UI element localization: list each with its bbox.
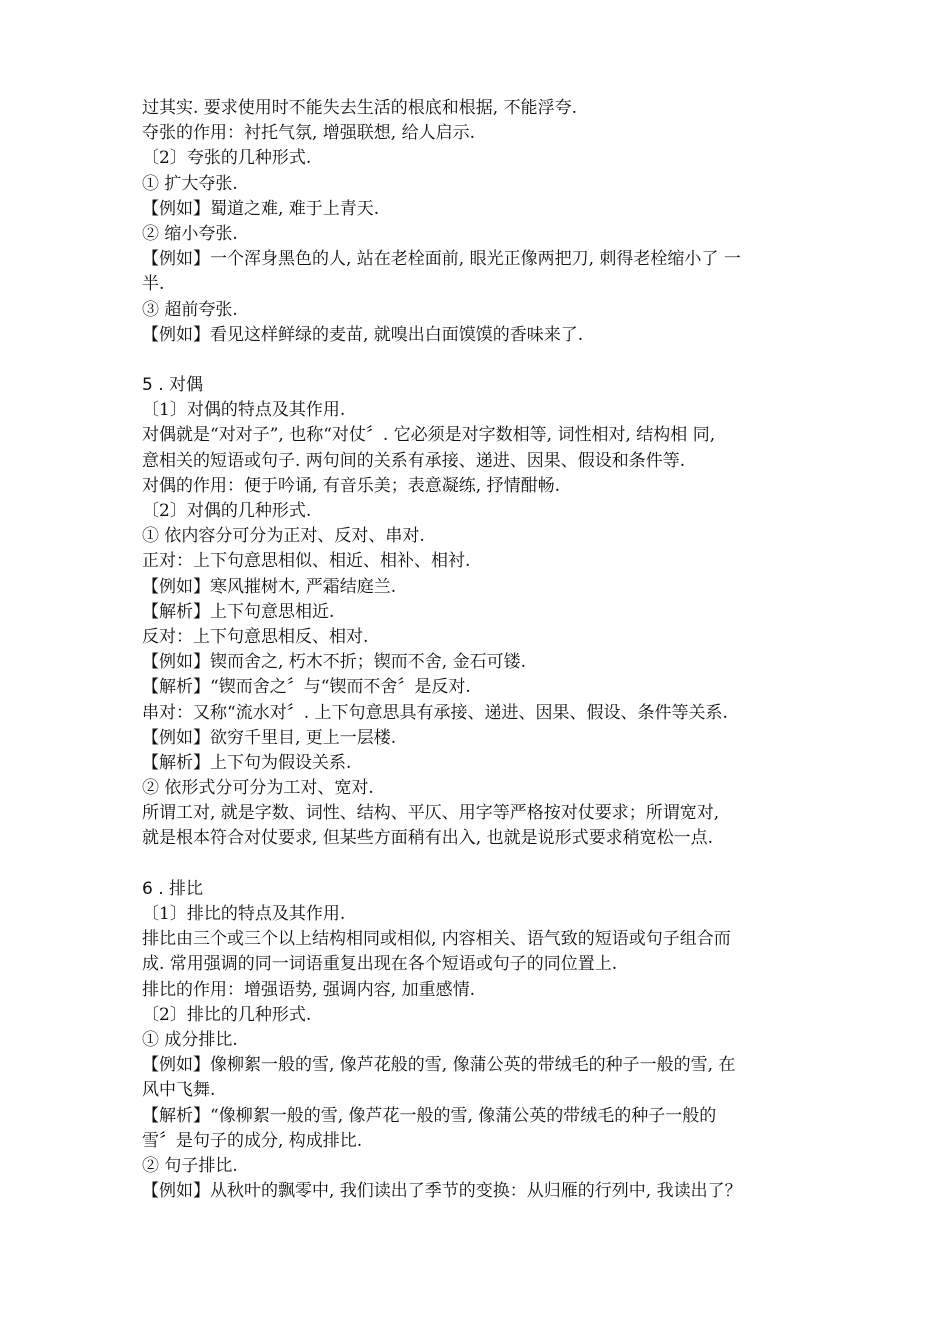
text-line: ① 成分排比. [142, 1029, 238, 1050]
document-page [142, 96, 822, 1204]
text-line: 【解析】上下句为假设关系. [142, 752, 352, 773]
text-line: 意相关的短语或句子. 两句间的关系有承接、递进、因果、假设和条件等. [142, 450, 686, 471]
text-line: 过其实. 要求使用时不能失去生活的根底和根据, 不能浮夸. [142, 98, 578, 118]
text-line: ① 扩大夺张. [142, 173, 238, 194]
text-line: 【例如】蜀道之难, 难于上青天. [142, 198, 380, 219]
text-line: 反对：上下句意思相反、相对. [142, 626, 369, 647]
text-line: ② 依形式分可分为工对、宽对. [142, 778, 374, 799]
text-line: ② 句子排比. [142, 1155, 238, 1176]
text-line: 串对：又称“流水对〞. 上下句意思具有承接、递进、因果、假设、条件等关系. [142, 702, 728, 723]
text-line: 排比由三个或三个以上结构相同或相似, 内容相关、语气致的短语或句子组合而 [142, 929, 731, 950]
text-line: 【解析】“锲而舍之〞与“锲而不舍〞是反对. [142, 677, 471, 698]
section-heading-antithesis: 5 . 对偶 [142, 375, 204, 396]
section-heading-parallelism: 6 . 排比 [142, 878, 204, 899]
section-parallelism [142, 902, 822, 1204]
text-line: ② 缩小夸张. [142, 223, 238, 244]
text-line: 〔2〕排比的几种形式. [142, 1004, 312, 1025]
text-line: 对偶的作用：便于吟诵, 有音乐美；表意凝练, 抒情酣畅. [142, 475, 561, 496]
text-line: 夺张的作用：衬托气氛, 增强联想, 给人启示. [142, 123, 476, 144]
text-line: ① 依内容分可分为正对、反对、串对. [142, 526, 425, 547]
text-line: 〔1〕对偶的特点及其作用. [142, 400, 346, 421]
text-line: 雪〞是句子的成分, 构成排比. [142, 1130, 363, 1151]
text-line: 排比的作用：增强语势, 强调内容, 加重感情. [142, 979, 476, 1000]
text-line: 【解析】上下句意思相近. [142, 601, 335, 622]
text-line: 【例如】从秋叶的飘零中, 我们读出了季节的变换：从归雁的行列中, 我读出了？ [142, 1181, 742, 1202]
text-line: 【例如】寒风摧树木, 严霜结庭兰. [142, 576, 397, 597]
text-line: 半. [142, 274, 165, 295]
paragraph-gap [142, 852, 822, 877]
text-line: 对偶就是“对对子”, 也称“对仗〞. 它必须是对字数相等, 词性相对, 结构相 同, [142, 425, 716, 446]
text-line: 就是根本符合对仗要求, 但某些方面稍有出入, 也就是说形式要求稍宽松一点. [142, 828, 714, 849]
text-line: 【解析】“像柳絮一般的雪, 像芦花一般的雪, 像蒲公英的带绒毛的种子一般的 [142, 1105, 717, 1126]
section-exaggeration [142, 96, 822, 348]
text-line: 风中飞舞. [142, 1080, 216, 1101]
text-line: 所谓工对, 就是字数、词性、结构、平仄、用字等严格按对仗要求；所谓宽对, [142, 803, 720, 824]
text-line: 【例如】像柳絮一般的雪, 像芦花般的雪, 像蒲公英的带绒毛的种子一般的雪, 在 [142, 1055, 736, 1076]
text-line: 【例如】一个浑身黑色的人, 站在老栓面前, 眼光正像两把刀, 刺得老栓缩小了 一 [142, 249, 741, 270]
text-line: 〔1〕排比的特点及其作用. [142, 904, 346, 924]
section-antithesis [142, 398, 822, 851]
text-line: 【例如】锲而舍之, 朽木不折；锲而不舍, 金石可镂. [142, 652, 527, 673]
text-line: 正对：上下句意思相似、相近、相补、相衬. [142, 551, 471, 572]
text-line: 成. 常用强调的同一词语重复出现在各个短语或句子的同位置上. [142, 954, 618, 975]
text-line: ③ 超前夸张. [142, 299, 238, 320]
text-line: 【例如】看见这样鲜绿的麦苗, 就嗅出白面馍馍的香味来了. [142, 324, 584, 345]
paragraph-gap [142, 348, 822, 373]
text-line: 〔2〕夸张的几种形式. [142, 148, 312, 169]
text-line: 〔2〕对偶的几种形式. [142, 501, 312, 521]
text-line: 【例如】欲穷千里目, 更上一层楼. [142, 727, 397, 748]
